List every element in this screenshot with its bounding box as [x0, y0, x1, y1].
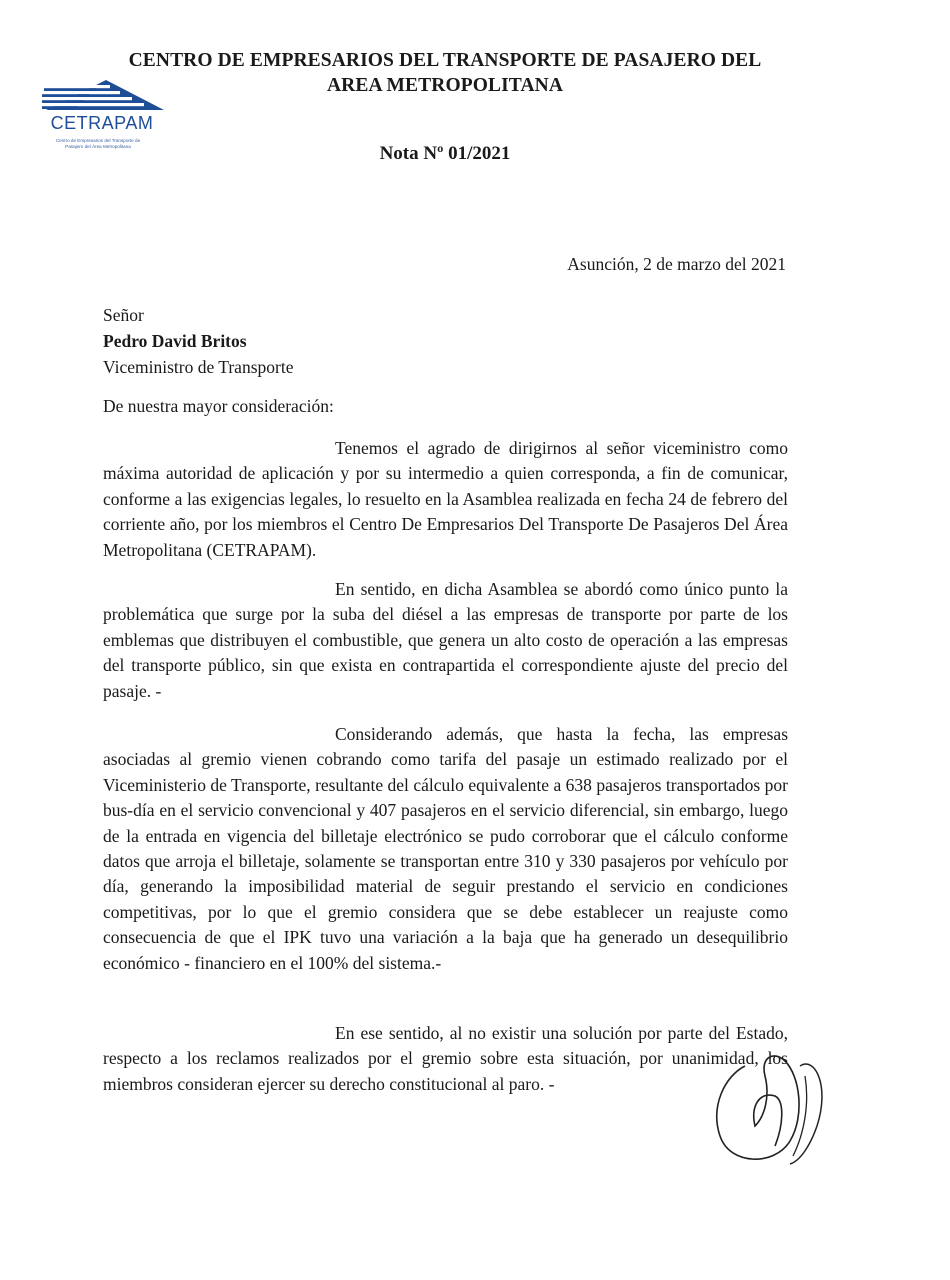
- greeting: De nuestra mayor consideración:: [103, 396, 334, 416]
- note-number: Nota Nº 01/2021: [379, 143, 511, 164]
- letterhead-title-line2: AREA METROPOLITANA: [327, 75, 563, 96]
- body-paragraph-3: Considerando además, que hasta la fecha, las empresas asociadas al gremio vienen cobrando como tarifa del pasaje un estimado realizado por el Viceministerio de Transporte, resultante del cálculo equivalente a 638 pasajeros transportados por bus-día en el servicio convencional y 407 pasajeros en el servicio diferencial, sin embargo, luego de la entrada en vigencia del billetaje electrónico se pudo corroborar que el cálculo conforme datos que arroja el billetaje, solamente se transportan entre 310 y 330 pasajeros por vehículo por día, generando la imposibilidad material de seguir prestando el servicio en condiciones competitivas, por lo que el gremio considera que se debe establecer un reajuste como consecuencia de que el IPK tuvo una variación a la baja que ha generado un desequilibrio económico - financiero en el 100% del sistema.-: [103, 724, 788, 973]
- recipient-name: Pedro David Britos: [103, 331, 247, 351]
- roof-stripes-icon: [40, 74, 170, 114]
- recipient-block: [103, 302, 293, 380]
- letterhead-title-line1: CENTRO DE EMPRESARIOS DEL TRANSPORTE DE PASAJERO DEL: [128, 50, 762, 71]
- logo-subtitle: Centro de Empresarios del Transporte de Pasajero del Área Metropolitana: [55, 138, 141, 149]
- body-paragraph-1: Tenemos el agrado de dirigirnos al señor viceministro como máxima autoridad de aplicación y por su intermedio a quien corresponda, a fin de comunicar, conforme a las exigencias legales, lo resuelto en la Asamblea realizada en fecha 24 de febrero del corriente año, por los miembros el Centro De Empresarios Del Transporte De Pasajeros Del Área Metropolitana (CETRAPAM).: [103, 438, 788, 560]
- cetrapam-logo: [40, 74, 170, 170]
- recipient-title: Señor: [103, 305, 144, 325]
- body-paragraph-2: En sentido, en dicha Asamblea se abordó como único punto la problemática que surge por la suba del diésel a las empresas de transporte por parte de los emblemas que distribuyen el combustible, que genera un alto costo de operación a las empresas del transporte público, sin que exista en contrapartida el correspondiente ajuste del precio del pasaje. -: [103, 579, 788, 701]
- body-paragraph-4: En ese sentido, al no existir una solución por parte del Estado, respecto a los reclamos realizados por el gremio sobre esta situación, por unanimidad, los miembros consideran ejercer su derecho constitucional al paro. -: [103, 1023, 788, 1094]
- logo-name: CETRAPAM: [50, 113, 154, 133]
- letter-date: Asunción, 2 de marzo del 2021: [567, 254, 786, 274]
- recipient-position: Viceministro de Transporte: [103, 357, 294, 377]
- letterhead-title: [100, 48, 790, 98]
- handwritten-signature: [705, 1046, 835, 1171]
